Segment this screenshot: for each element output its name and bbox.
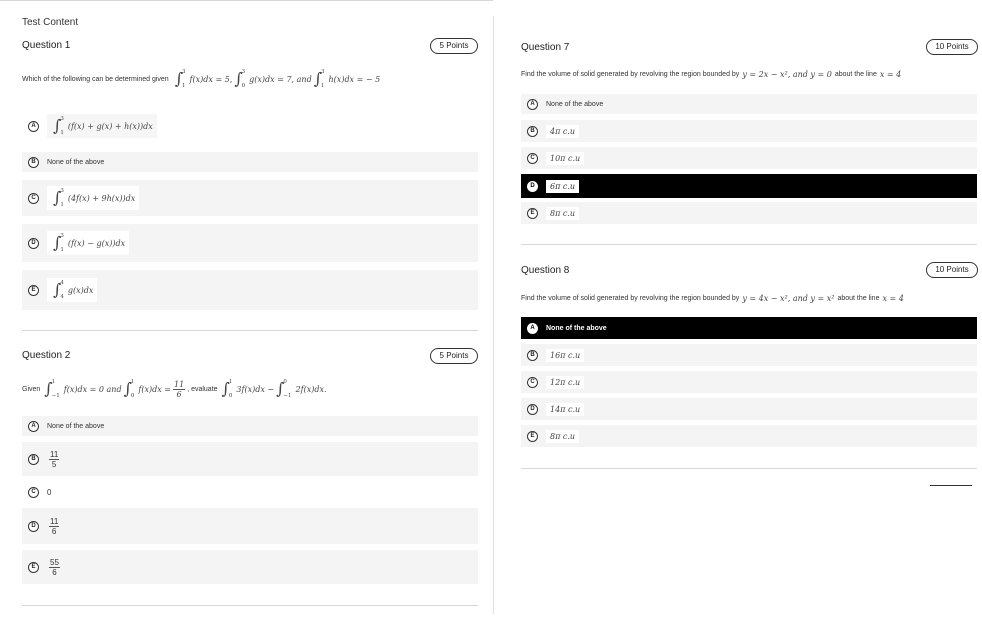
option-text: None of the above xyxy=(546,100,604,108)
option-math: g(x)dx xyxy=(67,285,94,295)
question-2-option-c[interactable] xyxy=(22,482,478,502)
option-letter-badge: B xyxy=(527,350,538,361)
section-title: Test Content xyxy=(22,17,79,28)
prompt-fraction: $\frac{11}{6}$ xyxy=(174,379,185,399)
question-7-option-d-selected[interactable] xyxy=(521,174,977,198)
integral-icon: ∫ xyxy=(276,379,285,398)
prompt-text: about the line xyxy=(837,294,880,302)
option-text: 6π c.u xyxy=(546,180,579,193)
top-divider xyxy=(0,0,493,1)
column-divider xyxy=(493,16,494,614)
prompt-text: Which of the following can be determined given xyxy=(22,75,169,83)
question-8-title: Question 8 xyxy=(521,265,570,276)
question-8-points-badge: 10 Points xyxy=(926,262,978,278)
question-7-title: Question 7 xyxy=(521,42,570,53)
integral-icon: ∫ xyxy=(53,116,62,135)
option-text: 0 xyxy=(47,487,52,497)
question-8-prompt xyxy=(521,291,904,305)
option-letter-badge: A xyxy=(527,99,538,110)
question-7-prompt xyxy=(521,67,901,81)
option-letter-badge: E xyxy=(527,208,538,219)
integral-icon: ∫ xyxy=(313,69,323,88)
question-divider xyxy=(521,244,977,245)
question-8-option-d[interactable] xyxy=(521,398,977,420)
question-8-option-b[interactable] xyxy=(521,344,977,366)
option-letter-badge: B xyxy=(28,157,39,168)
question-1-option-b[interactable] xyxy=(22,152,478,172)
option-letter-badge: B xyxy=(28,454,39,465)
option-math: (f(x) + g(x) + h(x))dx xyxy=(67,121,153,131)
question-divider xyxy=(22,330,478,331)
option-fraction: $\frac{11}{5}$ xyxy=(50,449,59,469)
prompt-math: y = 4x − x², and y = x² xyxy=(742,293,835,303)
question-1-prompt: Which of the following can be determined given ∫ 3 1 f(x)dx = 5, ∫ 3 0 g(x)dx = 7, and ∫ 3 1 h(x)dx = − 5 xyxy=(22,69,381,89)
question-1-option-c[interactable]: C ∫ 3 1 (4f(x) + 9h(x))dx xyxy=(22,180,478,216)
integral-icon: ∫ xyxy=(53,188,62,207)
option-letter-badge: D xyxy=(28,521,39,532)
option-letter-badge: D xyxy=(527,404,538,415)
question-1-option-a[interactable]: A ∫ 3 1 (f(x) + g(x) + h(x))dx xyxy=(22,110,478,142)
option-text: 14π c.u xyxy=(546,403,584,416)
option-fraction: $\frac{11}{6}$ xyxy=(50,516,59,536)
question-1-points-badge: 5 Points xyxy=(430,38,478,54)
question-1-option-d[interactable]: D ∫ 3 1 (f(x) − g(x))dx xyxy=(22,224,478,262)
option-text: 16π c.u xyxy=(546,349,584,362)
option-letter-badge: E xyxy=(527,431,538,442)
question-1-title: Question 1 xyxy=(22,40,71,51)
option-letter-badge: C xyxy=(28,193,39,204)
option-letter-badge: A xyxy=(28,121,39,132)
prompt-text: Find the volume of solid generated by revolving the region bounded by xyxy=(521,294,740,302)
option-letter-badge: C xyxy=(28,487,39,498)
option-letter-badge: D xyxy=(527,181,538,192)
question-2-title: Question 2 xyxy=(22,350,71,361)
question-2-option-a[interactable] xyxy=(22,416,478,436)
question-8-option-a-selected[interactable] xyxy=(521,317,977,339)
prompt-math: x = 4 xyxy=(882,293,904,303)
option-letter-badge: D xyxy=(28,238,39,249)
prompt-text: , evaluate xyxy=(187,385,218,393)
option-letter-badge: E xyxy=(28,285,39,296)
question-7-option-a[interactable] xyxy=(521,94,977,114)
integral-icon: ∫ xyxy=(234,69,243,88)
option-letter-badge: A xyxy=(527,323,538,334)
integral-icon: ∫ xyxy=(53,280,62,299)
question-2-prompt: Given ∫ 1 −1 f(x)dx = 0 and ∫ 1 0 f(x)dx = $\frac{11}{6}$ , evaluate ∫ 1 0 3f(x)dx − ∫ 0 −1 2f(x)dx. xyxy=(22,379,327,399)
question-7-option-c[interactable] xyxy=(521,147,977,169)
question-8-option-e[interactable] xyxy=(521,425,977,447)
prompt-math: f(x)dx = 0 and xyxy=(63,384,122,394)
integral-icon: ∫ xyxy=(221,379,230,398)
decorative-underline xyxy=(930,485,972,486)
integral-icon: ∫ xyxy=(53,233,62,252)
question-2-points-badge: 5 Points xyxy=(430,348,478,364)
question-8-option-c[interactable] xyxy=(521,371,977,393)
option-letter-badge: C xyxy=(527,377,538,388)
question-7-points-badge: 10 Points xyxy=(926,39,978,55)
prompt-text: about the line xyxy=(834,70,877,78)
question-7-option-b[interactable] xyxy=(521,120,977,142)
option-text: None of the above xyxy=(47,422,105,430)
question-7-option-e[interactable] xyxy=(521,202,977,224)
prompt-math: h(x)dx = − 5 xyxy=(328,74,381,84)
question-divider xyxy=(521,468,977,469)
option-text: 8π c.u xyxy=(546,430,579,443)
option-text: None of the above xyxy=(47,158,105,166)
integral-icon: ∫ xyxy=(123,379,132,398)
option-text: None of the above xyxy=(546,324,607,332)
prompt-text: Given xyxy=(22,385,41,393)
option-math: (f(x) − g(x))dx xyxy=(67,238,126,248)
prompt-text: Find the volume of solid generated by revolving the region bounded by xyxy=(521,70,740,78)
option-text: 10π c.u xyxy=(546,152,584,165)
option-text: 4π c.u xyxy=(546,125,579,138)
question-2-option-b[interactable] xyxy=(22,442,478,476)
prompt-math: 3f(x)dx − xyxy=(236,384,275,394)
question-divider xyxy=(22,605,478,606)
prompt-math: y = 2x − x², and y = 0 xyxy=(742,69,832,79)
option-letter-badge: A xyxy=(28,421,39,432)
prompt-math: x = 4 xyxy=(879,69,902,79)
option-text: 12π c.u xyxy=(546,376,584,389)
prompt-math: f(x)dx = xyxy=(138,384,171,394)
option-text: 8π c.u xyxy=(546,207,579,220)
question-2-option-d[interactable] xyxy=(22,508,478,544)
integral-icon: ∫ xyxy=(174,69,184,88)
question-1-option-e[interactable]: E ∫ 4 4 g(x)dx xyxy=(22,270,478,310)
option-letter-badge: E xyxy=(28,562,39,573)
prompt-math: g(x)dx = 7, and xyxy=(249,74,312,84)
option-math: (4f(x) + 9h(x))dx xyxy=(67,193,136,203)
integral-icon: ∫ xyxy=(44,379,53,398)
prompt-math: 2f(x)dx. xyxy=(295,384,327,394)
option-fraction: $\frac{55}{6}$ xyxy=(50,557,59,577)
option-letter-badge: C xyxy=(527,153,538,164)
prompt-math: f(x)dx = 5, xyxy=(189,74,233,84)
question-2-option-e[interactable] xyxy=(22,550,478,584)
option-letter-badge: B xyxy=(527,126,538,137)
